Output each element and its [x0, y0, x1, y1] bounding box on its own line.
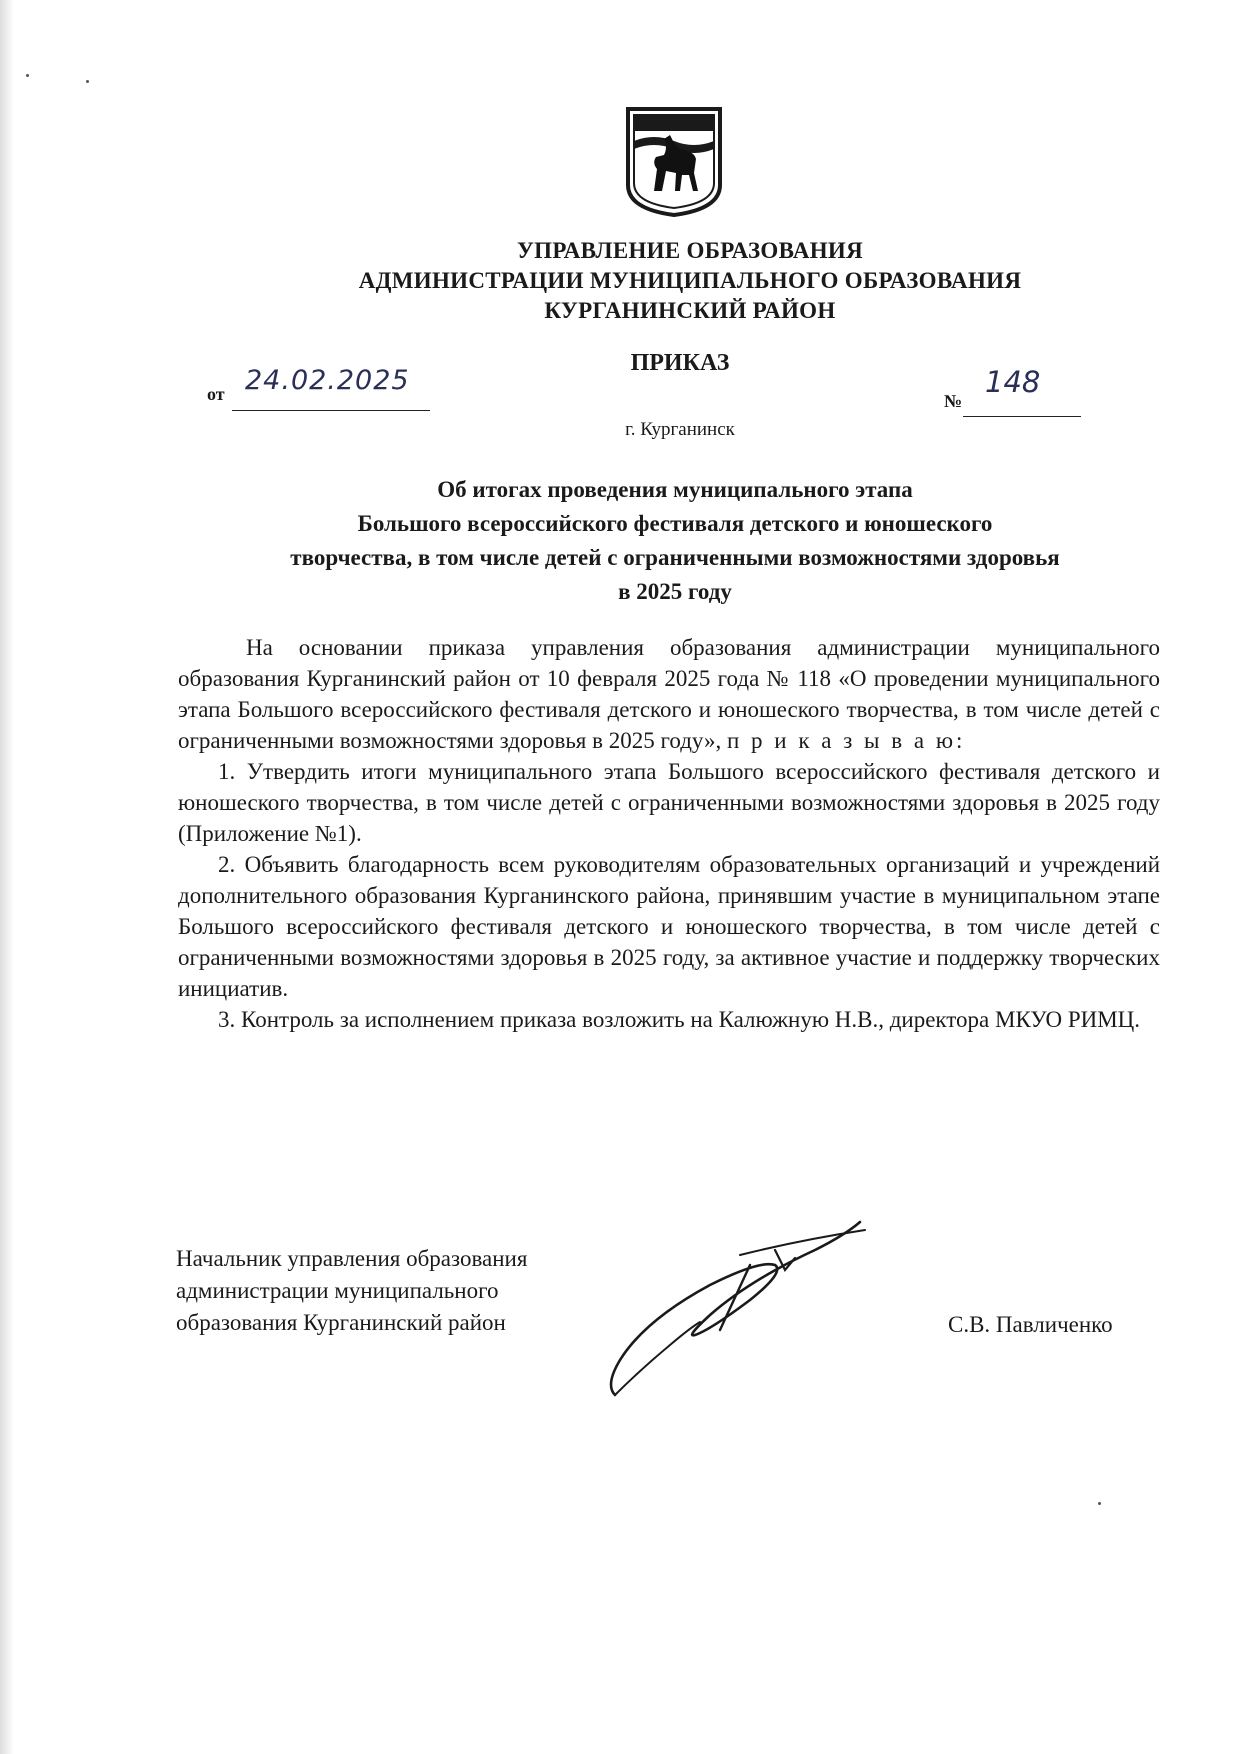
number-underline [963, 416, 1081, 417]
subject-line-2: Большого всероссийского фестиваля детского и юношеского [357, 511, 993, 536]
header-line-3: КУРГАНИНСКИЙ РАЙОН [544, 298, 836, 323]
order-item-1: 1. Утвердить итоги муниципального этапа Большого всероссийского фестиваля детского и юношеского творчества, в том числе детей с ограниченными возможностями здоровья в 2025 году (Приложение №1). [178, 759, 1160, 846]
header-line-1: УПРАВЛЕНИЕ ОБРАЗОВАНИЯ [516, 238, 864, 263]
order-word: п р и к а з ы в а ю: [726, 728, 966, 753]
intro-text: На основании приказа управления образования администрации муниципального образования Курганинский район от 10 февраля 2025 года № 118 «О проведении муниципального этапа Большого всероссийского фестиваля детского и юношеского творчества, в том числе детей с ограниченными возможностями здоровья в 2025 году», [178, 635, 1160, 753]
handwritten-signature-icon [600, 1210, 890, 1400]
order-item-3: 3. Контроль за исполнением приказа возложить на Калюжную Н.В., директора МКУО РИМЦ. [218, 1007, 1141, 1032]
number-label: № [944, 391, 963, 411]
order-subject [190, 473, 1160, 609]
signer-name: С.В. Павличенко [948, 1312, 1113, 1337]
organization-header [200, 236, 1180, 326]
subject-line-4: в 2025 году [618, 579, 732, 604]
signer-title [176, 1243, 646, 1339]
scan-speck [1098, 1502, 1101, 1505]
scan-speck [86, 80, 89, 83]
subject-line-3: творчества, в том числе детей с ограниченными возможностями здоровья [290, 545, 1060, 570]
date-label: от [207, 384, 225, 404]
coat-of-arms-icon [624, 105, 724, 217]
date-underline [232, 410, 430, 411]
scan-speck [26, 74, 29, 77]
order-title: ПРИКАЗ [630, 350, 730, 376]
signer-title-line-1: Начальник управления образования [176, 1246, 528, 1271]
intro-paragraph [178, 632, 1160, 756]
scan-shadow-edge [0, 0, 14, 1754]
header-line-2: АДМИНИСТРАЦИИ МУНИЦИПАЛЬНОГО ОБРАЗОВАНИЯ [358, 268, 1022, 293]
subject-line-1: Об итогах проведения муниципального этапа [437, 477, 913, 502]
signer-title-line-2: администрации муниципального [176, 1278, 499, 1303]
signer-title-line-3: образования Курганинский район [176, 1310, 506, 1335]
number-value-handwritten: 148 [985, 365, 1041, 399]
order-item-2: 2. Объявить благодарность всем руководителям образовательных организаций и учреждений дополнительного образования Курганинского района, принявшим участие в муниципальном этапе Большого всероссийского фестиваля детского и юношеского творчества, в том числе детей с ограниченными возможностями здоровья в 2025 году, за активное участие и поддержку творческих инициатив. [178, 852, 1160, 1001]
city: г. Курганинск [625, 419, 735, 440]
date-value-handwritten: 24.02.2025 [245, 365, 410, 396]
order-body [178, 632, 1160, 1035]
